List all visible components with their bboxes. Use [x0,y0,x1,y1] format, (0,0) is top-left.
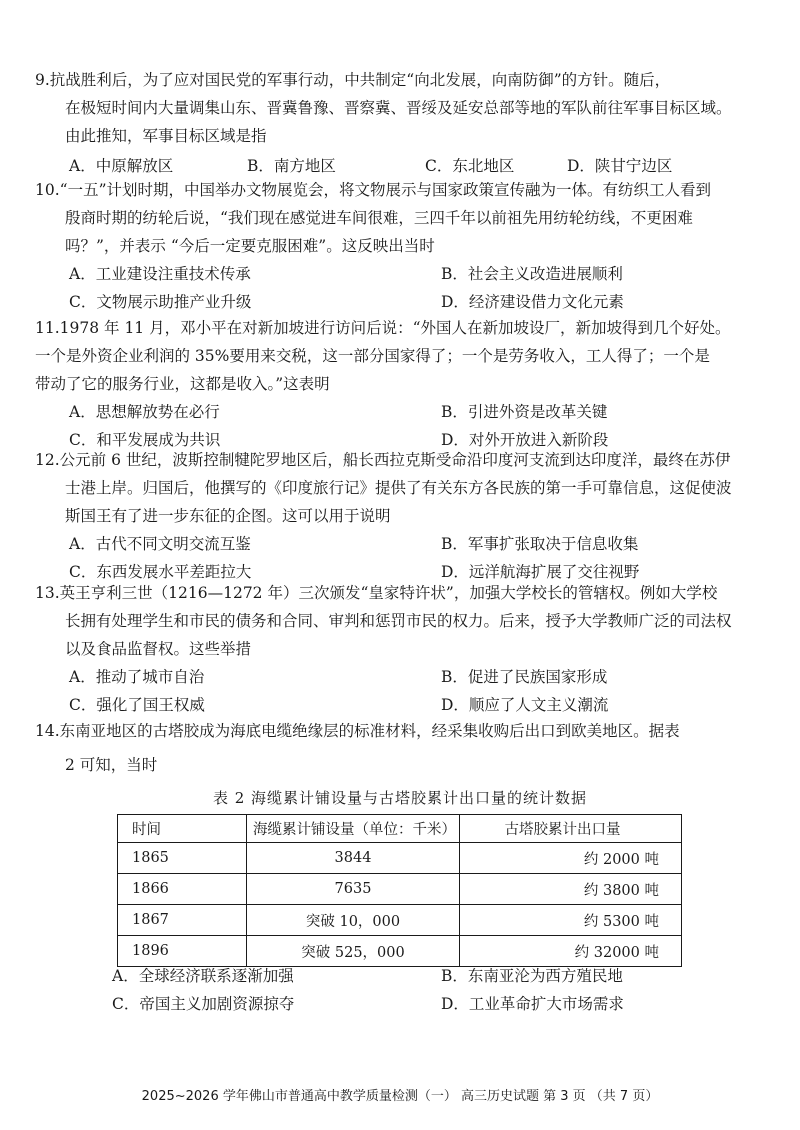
question-12-stem-line-3: 斯国王有了进一步东征的企图。这可以用于说明 [65,507,391,525]
question-14-stem-line-2: 2 可知，当时 [65,756,158,774]
question-9-option-b: B．南方地区 [247,157,336,175]
question-11-stem-line-3: 带动了它的服务行业，这都是收入。”这表明 [35,375,330,393]
question-14-option-b: B．东南亚沦为西方殖民地 [441,967,623,985]
question-12-stem-line-2: 士港上岸。归国后，他撰写的《印度旅行记》提供了有关东方各民族的第一手可靠信息，这促使波 [65,479,732,497]
question-11 [35,314,768,454]
question-10-option-c: C．文物展示助推产业升级 [69,293,252,311]
question-12 [35,446,768,586]
question-10-option-b: B．社会主义改造进展顺利 [441,265,623,283]
question-10-stem-line-2: 殷商时期的纺轮后说，“我们现在感觉进车间很难，三四千年以前祖先用纺轮纺线，不更困难 [65,209,693,227]
question-11-option-b: B．引进外资是改革关键 [441,403,608,421]
table-cell-export: 约 32000 吨 [460,936,682,967]
table-header-time: 时间 [118,815,247,843]
question-11-stem-line-1: 11.1978 年 11 月，邓小平在对新加坡进行访问后说：“外国人在新加坡设厂，新加坡得到几个好处。 [35,319,731,337]
question-10 [35,176,768,316]
table-cell-cable: 突破 525，000 [247,936,460,967]
question-9-stem-line-1: 9.抗战胜利后，为了应对国民党的军事行动，中共制定“向北发展，向南防御”的方针。随后， [35,71,671,89]
question-10-option-d: D．经济建设借力文化元素 [441,293,624,311]
question-13-option-a: A．推动了城市自治 [69,668,205,686]
question-12-option-c: C．东西发展水平差距拉大 [69,563,252,581]
question-13-stem-line-2: 长拥有处理学生和市民的债务和合同、审判和惩罚市民的权力。后来，授予大学教师广泛的司法权 [65,612,732,630]
question-10-stem-line-3: 吗？”，并表示 “今后一定要克服困难”。这反映出当时 [65,237,435,255]
question-12-options-row-1 [35,530,768,558]
question-10-stem-line-1: 10.“一五”计划时期，中国举办文物展览会，将文物展示与国家政策宣传融为一体。有纺织工人看到 [35,181,712,199]
question-9-stem-line-2: 在极短时间内大量调集山东、晋冀鲁豫、晋察冀、晋绥及延安总部等地的军队前往军事目标区域。 [65,99,732,117]
question-14-stem-line-1: 14.东南亚地区的古塔胶成为海底电缆绝缘层的标准材料，经采集收购后出口到欧美地区。据表 [35,722,680,740]
question-11-option-c: C．和平发展成为共识 [69,431,221,449]
question-9-option-a: A．中原解放区 [69,157,174,175]
question-13-options-row-1 [35,663,768,691]
question-12-option-b: B．军事扩张取决于信息收集 [441,535,639,553]
table-cell-export: 约 3800 吨 [460,874,682,905]
table-2-caption: 表 2 海缆累计铺设量与古塔胶累计出口量的统计数据 [212,789,588,807]
table-cell-year: 1896 [118,936,247,967]
question-9-stem-line-3: 由此推知，军事目标区域是指 [65,127,267,145]
question-14-options [35,962,768,1018]
question-13-option-d: D．顺应了人文主义潮流 [441,696,609,714]
table-cell-export: 约 2000 吨 [460,843,682,874]
table-cell-year: 1867 [118,905,247,936]
question-14 [35,717,768,779]
table-header-row [118,815,682,843]
question-10-option-a: A．工业建设注重技术传承 [69,265,251,283]
question-12-option-d: D．远洋航海扩展了交往视野 [441,563,640,581]
question-9 [35,66,768,180]
question-12-option-a: A．古代不同文明交流互鉴 [69,535,251,553]
table-header-cable: 海缆累计铺设量（单位：千米） [247,815,460,843]
question-9-option-c: C．东北地区 [425,157,515,175]
question-13-option-c: C．强化了国王权威 [69,696,205,714]
question-14-options-row-2 [35,990,768,1018]
question-11-option-a: A．思想解放势在必行 [69,403,220,421]
question-13-stem-line-3: 以及食品监督权。这些举措 [65,640,252,658]
table-row [118,905,682,936]
table-row [118,843,682,874]
question-11-stem-line-2: 一个是外资企业利润的 35%要用来交税，这一部分国家得了；一个是劳务收入，工人得了；一个是 [35,347,710,365]
table-cell-cable: 突破 10，000 [247,905,460,936]
question-14-option-d: D．工业革命扩大市场需求 [441,995,624,1013]
question-13 [35,579,768,719]
table-cell-year: 1866 [118,874,247,905]
question-14-options-row-1 [35,962,768,990]
question-11-options-row-1 [35,398,768,426]
question-13-option-b: B．促进了民族国家形成 [441,668,608,686]
table-cell-year: 1865 [118,843,247,874]
page-footer: 2025~2026 学年佛山市普通高中教学质量检测（一） 高三历史试题 第 3 页 （共 7 页） [141,1089,659,1104]
table-cell-cable: 3844 [247,843,460,874]
question-11-option-d: D．对外开放进入新阶段 [441,431,609,449]
table-cell-cable: 7635 [247,874,460,905]
question-12-stem-line-1: 12.公元前 6 世纪，波斯控制犍陀罗地区后，船长西拉克斯受命沿印度河支流到达印度洋，最终在苏伊 [35,451,731,469]
question-14-option-a: A．全球经济联系逐渐加强 [112,967,294,985]
table-header-gutta-percha: 古塔胶累计出口量 [460,815,682,843]
question-14-option-c: C．帝国主义加剧资源掠夺 [112,995,295,1013]
question-10-options-row-2 [35,288,768,316]
question-13-stem-line-1: 13.英王亨利三世（1216—1272 年）三次颁发“皇家特许状”，加强大学校长的管辖权。例如大学校 [35,584,718,602]
question-10-options-row-1 [35,260,768,288]
table-2 [117,814,682,967]
question-9-option-d: D．陕甘宁边区 [567,157,673,175]
table-cell-export: 约 5300 吨 [460,905,682,936]
question-13-options-row-2 [35,691,768,719]
table-row [118,874,682,905]
